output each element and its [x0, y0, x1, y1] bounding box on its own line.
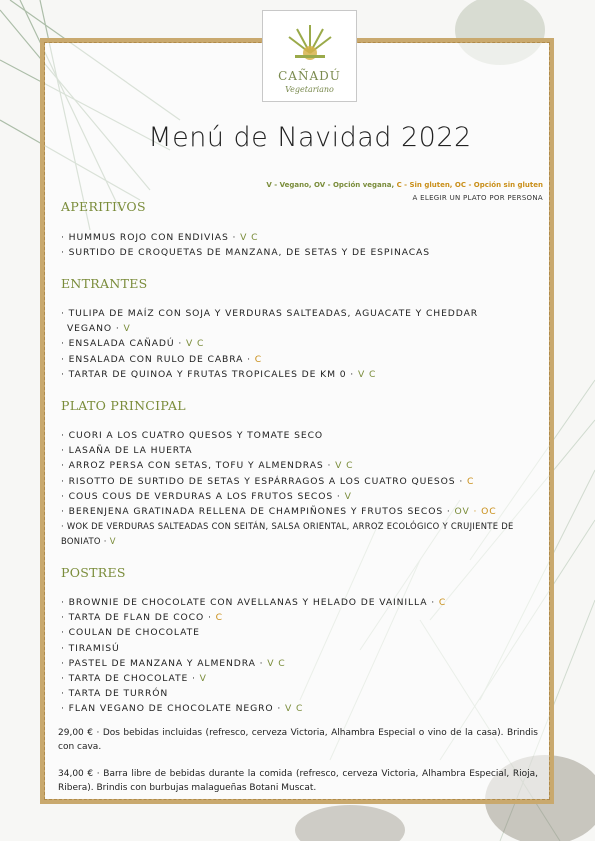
- restaurant-logo: [262, 10, 357, 102]
- legend-vegan-option: OV - Opción vegana,: [314, 181, 397, 189]
- section-title-postres: POSTRES: [61, 565, 126, 580]
- menu-item: · COULAN DE CHOCOLATE: [61, 627, 200, 639]
- items-principal: [61, 428, 541, 550]
- section-title-entrantes: ENTRANTES: [61, 276, 148, 291]
- legend-gluten-free-option: OC - Opción sin gluten: [454, 181, 543, 189]
- menu-item: · RISOTTO DE SURTIDO DE SETAS Y ESPÁRRAGOS A LOS CUATRO QUESOS · C: [61, 475, 475, 487]
- menu-item: · FLAN VEGANO DE CHOCOLATE NEGRO · V C: [61, 703, 304, 715]
- menu-item: VEGANO · V: [67, 323, 131, 335]
- menu-item: · WOK DE VERDURAS SALTEADAS CON SEITÁN, SALSA ORIENTAL, ARROZ ECOLÓGICO Y CRUJIENTE DE BONIATO · V: [61, 521, 514, 547]
- legend-note: A ELEGIR UN PLATO POR PERSONA: [412, 194, 543, 202]
- menu-item: · LASAÑA DE LA HUERTA: [61, 445, 193, 457]
- menu-item: · TARTA DE FLAN DE COCO · C: [61, 612, 223, 624]
- menu-item: · TULIPA DE MAÍZ CON SOJA Y VERDURAS SALTEADAS, AGUACATE Y CHEDDAR: [61, 308, 479, 319]
- menu-item: · COUS COUS DE VERDURAS A LOS FRUTOS SECOS · V: [61, 490, 352, 502]
- menu-item: · PASTEL DE MANZANA Y ALMENDRA · V C: [61, 657, 286, 669]
- logo-name: CAÑADÚ: [278, 69, 341, 83]
- menu-item: · ARROZ PERSA CON SETAS, TOFU Y ALMENDRAS · V C: [61, 460, 354, 472]
- menu-item: · ENSALADA CAÑADÚ · V C: [61, 338, 205, 350]
- menu-item: · TARTAR DE QUINOA Y FRUTAS TROPICALES DE KM 0 · V C: [61, 368, 377, 380]
- menu-item: · TARTA DE CHOCOLATE · V: [61, 673, 207, 685]
- section-title-aperitivos: APERITIVOS: [61, 199, 146, 214]
- menu-item: · HUMMUS ROJO CON ENDIVIAS · V C: [61, 232, 259, 243]
- legend-vegan: V - Vegano,: [266, 181, 314, 189]
- items-aperitivos: [61, 230, 430, 260]
- sun-logo-icon: [263, 11, 358, 69]
- menu-item: · ENSALADA CON RULO DE CABRA · C: [61, 353, 263, 365]
- price-option-1: 29,00 € · Dos bebidas incluidas (refresco, cerveza Victoria, Alhambra Especial o vino de la casa). Brindis con cava.: [58, 728, 538, 752]
- menu-item: · BERENJENA GRATINADA RELLENA DE CHAMPIÑONES Y FRUTOS SECOS · OV · OC: [61, 506, 497, 518]
- menu-item: · SURTIDO DE CROQUETAS DE MANZANA, DE SETAS Y DE ESPINACAS: [61, 247, 430, 259]
- legend-gluten-free: C - Sin gluten,: [396, 181, 455, 189]
- section-title-principal: PLATO PRINCIPAL: [61, 398, 186, 413]
- price-option-2: 34,00 € · Barra libre de bebidas durante la comida (refresco, cerveza Victoria, Alhambra Especial, Rioja, Ribera). Brindis con burbujas malagueñas Botani Muscat.: [58, 769, 538, 793]
- menu-item: · TARTA DE TURRÓN: [61, 688, 169, 700]
- items-postres: [61, 595, 446, 717]
- menu-title: Menú de Navidad 2022: [148, 122, 472, 153]
- diet-legend: [266, 181, 543, 189]
- menu-item: · CUORI A LOS CUATRO QUESOS Y TOMATE SECO: [61, 430, 324, 441]
- items-entrantes: [61, 306, 478, 382]
- logo-subtitle: Vegetariano: [285, 85, 334, 94]
- menu-item: · TIRAMISÚ: [61, 642, 120, 654]
- menu-item: · BROWNIE DE CHOCOLATE CON AVELLANAS Y HELADO DE VAINILLA · C: [61, 597, 447, 608]
